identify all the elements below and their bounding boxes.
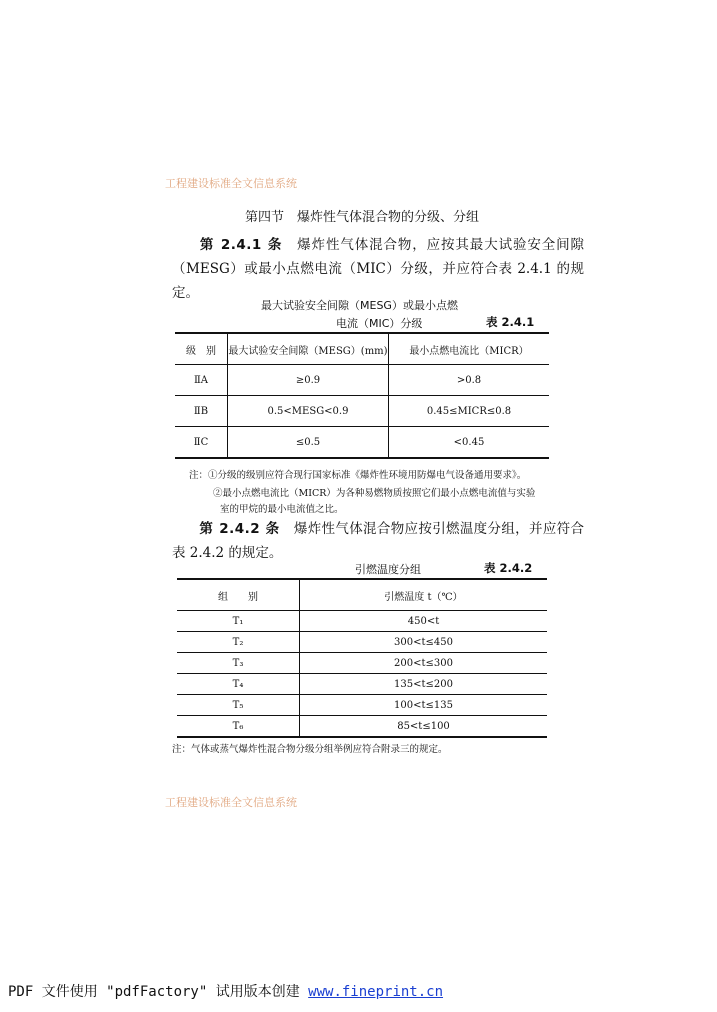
section-title: 第四节 爆炸性气体混合物的分级、分组 <box>245 210 480 225</box>
cell-grade: ⅡA <box>175 365 228 396</box>
cell-micr: 0.45≤MICR≤0.8 <box>389 396 550 427</box>
cell-group: T₃ <box>177 653 300 674</box>
table1-note-1: 注：①分级的级别应符合现行国家标准《爆炸性环境用防爆电气设备通用要求》。 <box>189 470 527 481</box>
cell-group: T₅ <box>177 695 300 716</box>
table1-number: 表 2.4.1 <box>486 315 535 329</box>
table-2-4-2 <box>177 578 547 738</box>
cell-group: T₆ <box>177 716 300 738</box>
header-mesg: 最大试验安全间隙（MESG）(mm) <box>228 333 389 365</box>
cell-group: T₄ <box>177 674 300 695</box>
watermark-bottom: 工程建设标准全文信息系统 <box>165 796 297 809</box>
table2-caption: 引燃温度分组 <box>355 563 421 576</box>
cell-mesg: ≥0.9 <box>228 365 389 396</box>
article-number: 第 2.4.2 条 <box>199 521 281 537</box>
fineprint-link[interactable]: www.fineprint.cn <box>308 984 444 1000</box>
table-header-row <box>175 333 549 365</box>
cell-micr: <0.45 <box>453 436 485 448</box>
table-row <box>175 365 549 396</box>
cell-mesg: ≤0.5 <box>228 427 389 459</box>
table1-caption-line1: 最大试验安全间隙（MESG）或最小点燃 <box>261 299 458 312</box>
table1-caption-line2: 电流（MIC）分级 <box>336 317 423 330</box>
cell-group: T₂ <box>177 632 300 653</box>
cell-temp: 85<t≤100 <box>397 720 450 732</box>
table-row <box>175 427 549 459</box>
table-header-row <box>177 579 547 611</box>
cell-micr: >0.8 <box>389 365 550 396</box>
table-row <box>175 396 549 427</box>
table-row <box>177 674 547 695</box>
pdf-factory-footer <box>8 981 443 1001</box>
header-micr: 最小点燃电流比（MICR） <box>389 333 550 365</box>
cell-mesg: 0.5<MESG<0.9 <box>228 396 389 427</box>
table-2-4-1 <box>175 332 549 459</box>
cell-grade: ⅡC <box>175 427 228 459</box>
cell-grade: ⅡB <box>175 396 228 427</box>
cell-group: T₁ <box>177 611 300 632</box>
table-row <box>177 611 547 632</box>
header-group: 组 别 <box>177 579 300 611</box>
table2-note: 注：气体或蒸气爆炸性混合物分级分组举例应符合附录三的规定。 <box>172 744 448 755</box>
header-ignition-temp: 引燃温度 t（℃） <box>300 579 548 611</box>
cell-temp: 450<t <box>300 611 548 632</box>
watermark-top: 工程建设标准全文信息系统 <box>165 177 297 190</box>
cell-temp: 100<t≤135 <box>300 695 548 716</box>
table-row <box>177 632 547 653</box>
article-2-4-1 <box>172 233 584 305</box>
table2-number: 表 2.4.2 <box>484 561 533 575</box>
footer-text: PDF 文件使用 "pdfFactory" 试用版本创建 <box>8 984 309 1000</box>
table1-note-2: ②最小点燃电流比（MICR）为各种易燃物质按照它们最小点燃电流值与实验 <box>213 488 536 499</box>
table-row <box>177 716 547 738</box>
table1-note-3: 室的甲烷的最小电流值之比。 <box>220 504 344 515</box>
header-grade: 级 别 <box>175 333 228 365</box>
cell-temp: 200<t≤300 <box>300 653 548 674</box>
table-row <box>177 695 547 716</box>
table-row <box>177 653 547 674</box>
cell-temp: 135<t≤200 <box>300 674 548 695</box>
article-2-4-2 <box>172 517 584 565</box>
article-text: 爆炸性气体混合物，应按其最大试验安全间隙（MESG）或最小点燃电流（MIC）分级，并应符合表 2.4.1 的规定。 <box>172 237 585 301</box>
cell-temp: 300<t≤450 <box>300 632 548 653</box>
article-number: 第 2.4.1 条 <box>199 237 283 253</box>
article-text: 爆炸性气体混合物应按引燃温度分组，并应符合表 2.4.2 的规定。 <box>172 521 585 561</box>
